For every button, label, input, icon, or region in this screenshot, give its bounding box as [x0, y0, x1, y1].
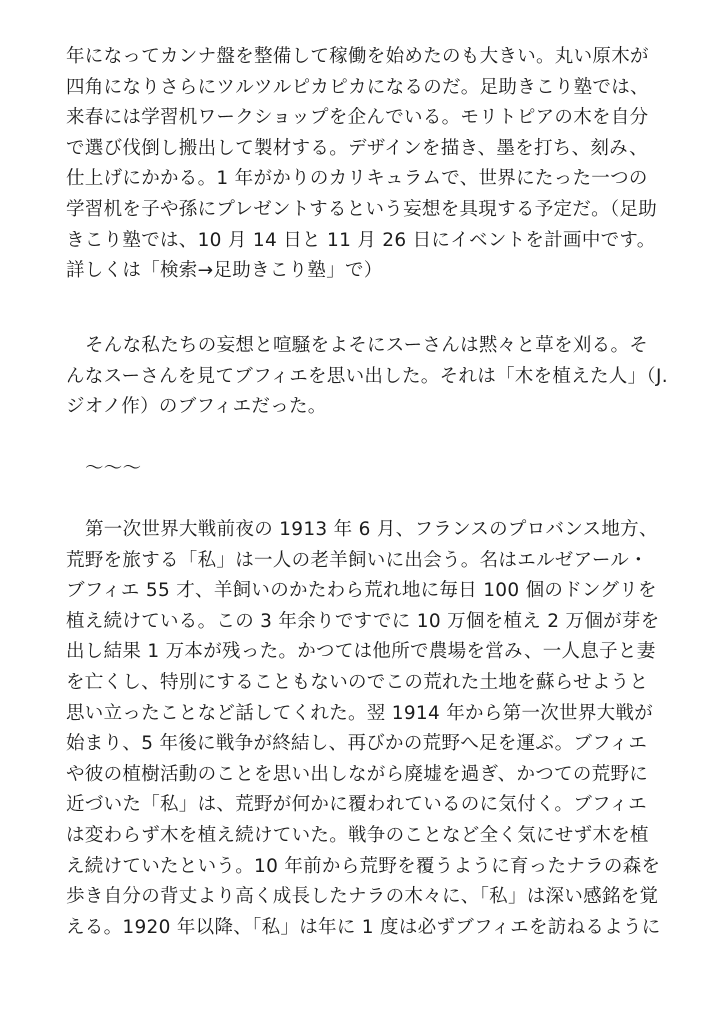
- text-line: ジオノ作）のブフィエだった。: [66, 396, 327, 418]
- text-line: きこり塾では、10 月 14 日と 11 月 26 日にイベントを計画中です。: [66, 229, 656, 251]
- paragraph-bouffier-story: [66, 515, 676, 943]
- text-line: 四角になりさらにツルツルピカピカになるのだ。足助きこり塾では、: [66, 76, 649, 98]
- text-line: で選び伐倒し搬出して製材する。デザインを描き、墨を打ち、刻み、: [66, 137, 648, 159]
- paragraph-su-san: [66, 331, 676, 423]
- section-divider: [66, 454, 676, 485]
- text-line: 仕上げにかかる。1 年がかりのカリキュラムで、世界にたった一つの: [66, 168, 648, 190]
- text-line: は変わらず木を植え続けていた。戦争のことなど全く気にせず木を植: [66, 824, 649, 846]
- text-line: 植え続けている。この 3 年余りですでに 10 万個を植え 2 万個が芽を: [66, 610, 660, 632]
- paragraph-kanna-and-workshop: [66, 42, 676, 287]
- text-line: 第一次世界大戦前夜の 1913 年 6 月、フランスのプロバンス地方、: [85, 519, 658, 540]
- text-line: 年になってカンナ盤を整備して稼働を始めたのも大きい。丸い原木が: [66, 46, 649, 67]
- text-line: 始まり、5 年後に戦争が終結し、再びかの荒野へ足を運ぶ。ブフィエ: [66, 733, 648, 755]
- text-line: ブフィエ 55 才、羊飼いのかたわら荒れ地に毎日 100 個のドングリを: [66, 580, 657, 602]
- text-line: んなスーさんを見てブフィエを思い出した。それは「木を植えた人」（J.: [66, 365, 668, 387]
- text-line: を亡くし、特別にすることもないのでこの荒れた土地を蘇らせようと: [66, 671, 649, 693]
- text-line: 近づいた「私」は、荒野が何かに覆われているのに気付く。ブフィエ: [66, 794, 647, 816]
- text-line: える。1920 年以降、「私」は年に 1 度は必ずブフィエを訪ねるように: [66, 916, 661, 938]
- text-line: や彼の植樹活動のことを思い出しながら廃墟を過ぎ、かつての荒野に: [66, 763, 649, 785]
- text-line: 出し結果 1 万本が残った。かつては他所で農場を営み、一人息子と妻: [66, 641, 656, 663]
- text-line: 学習机を子や孫にプレゼントするという妄想を具現する予定だ。（足助: [66, 198, 658, 220]
- text-line: 来春には学習机ワークショップを企んでいる。モリトピアの木を自分: [66, 107, 649, 129]
- divider-text: 〜〜〜: [85, 458, 142, 479]
- text-line: 歩き自分の背丈より高く成長したナラの木々に、「私」は深い感銘を覚: [66, 886, 659, 908]
- text-line: え続けていたという。10 年前から荒野を覆うように育ったナラの森を: [66, 855, 661, 877]
- text-line: 思い立ったことなど話してくれた。翌 1914 年から第一次世界大戦が: [66, 702, 654, 724]
- text-line: 荒野を旅する「私」は一人の老羊飼いに出会う。名はエルゼアール・: [66, 549, 648, 571]
- text-line: 詳しくは「検索→足助きこり塾」で）: [66, 260, 383, 282]
- text-line: そんな私たちの妄想と喧騒をよそにスーさんは黙々と草を刈る。そ: [85, 335, 649, 356]
